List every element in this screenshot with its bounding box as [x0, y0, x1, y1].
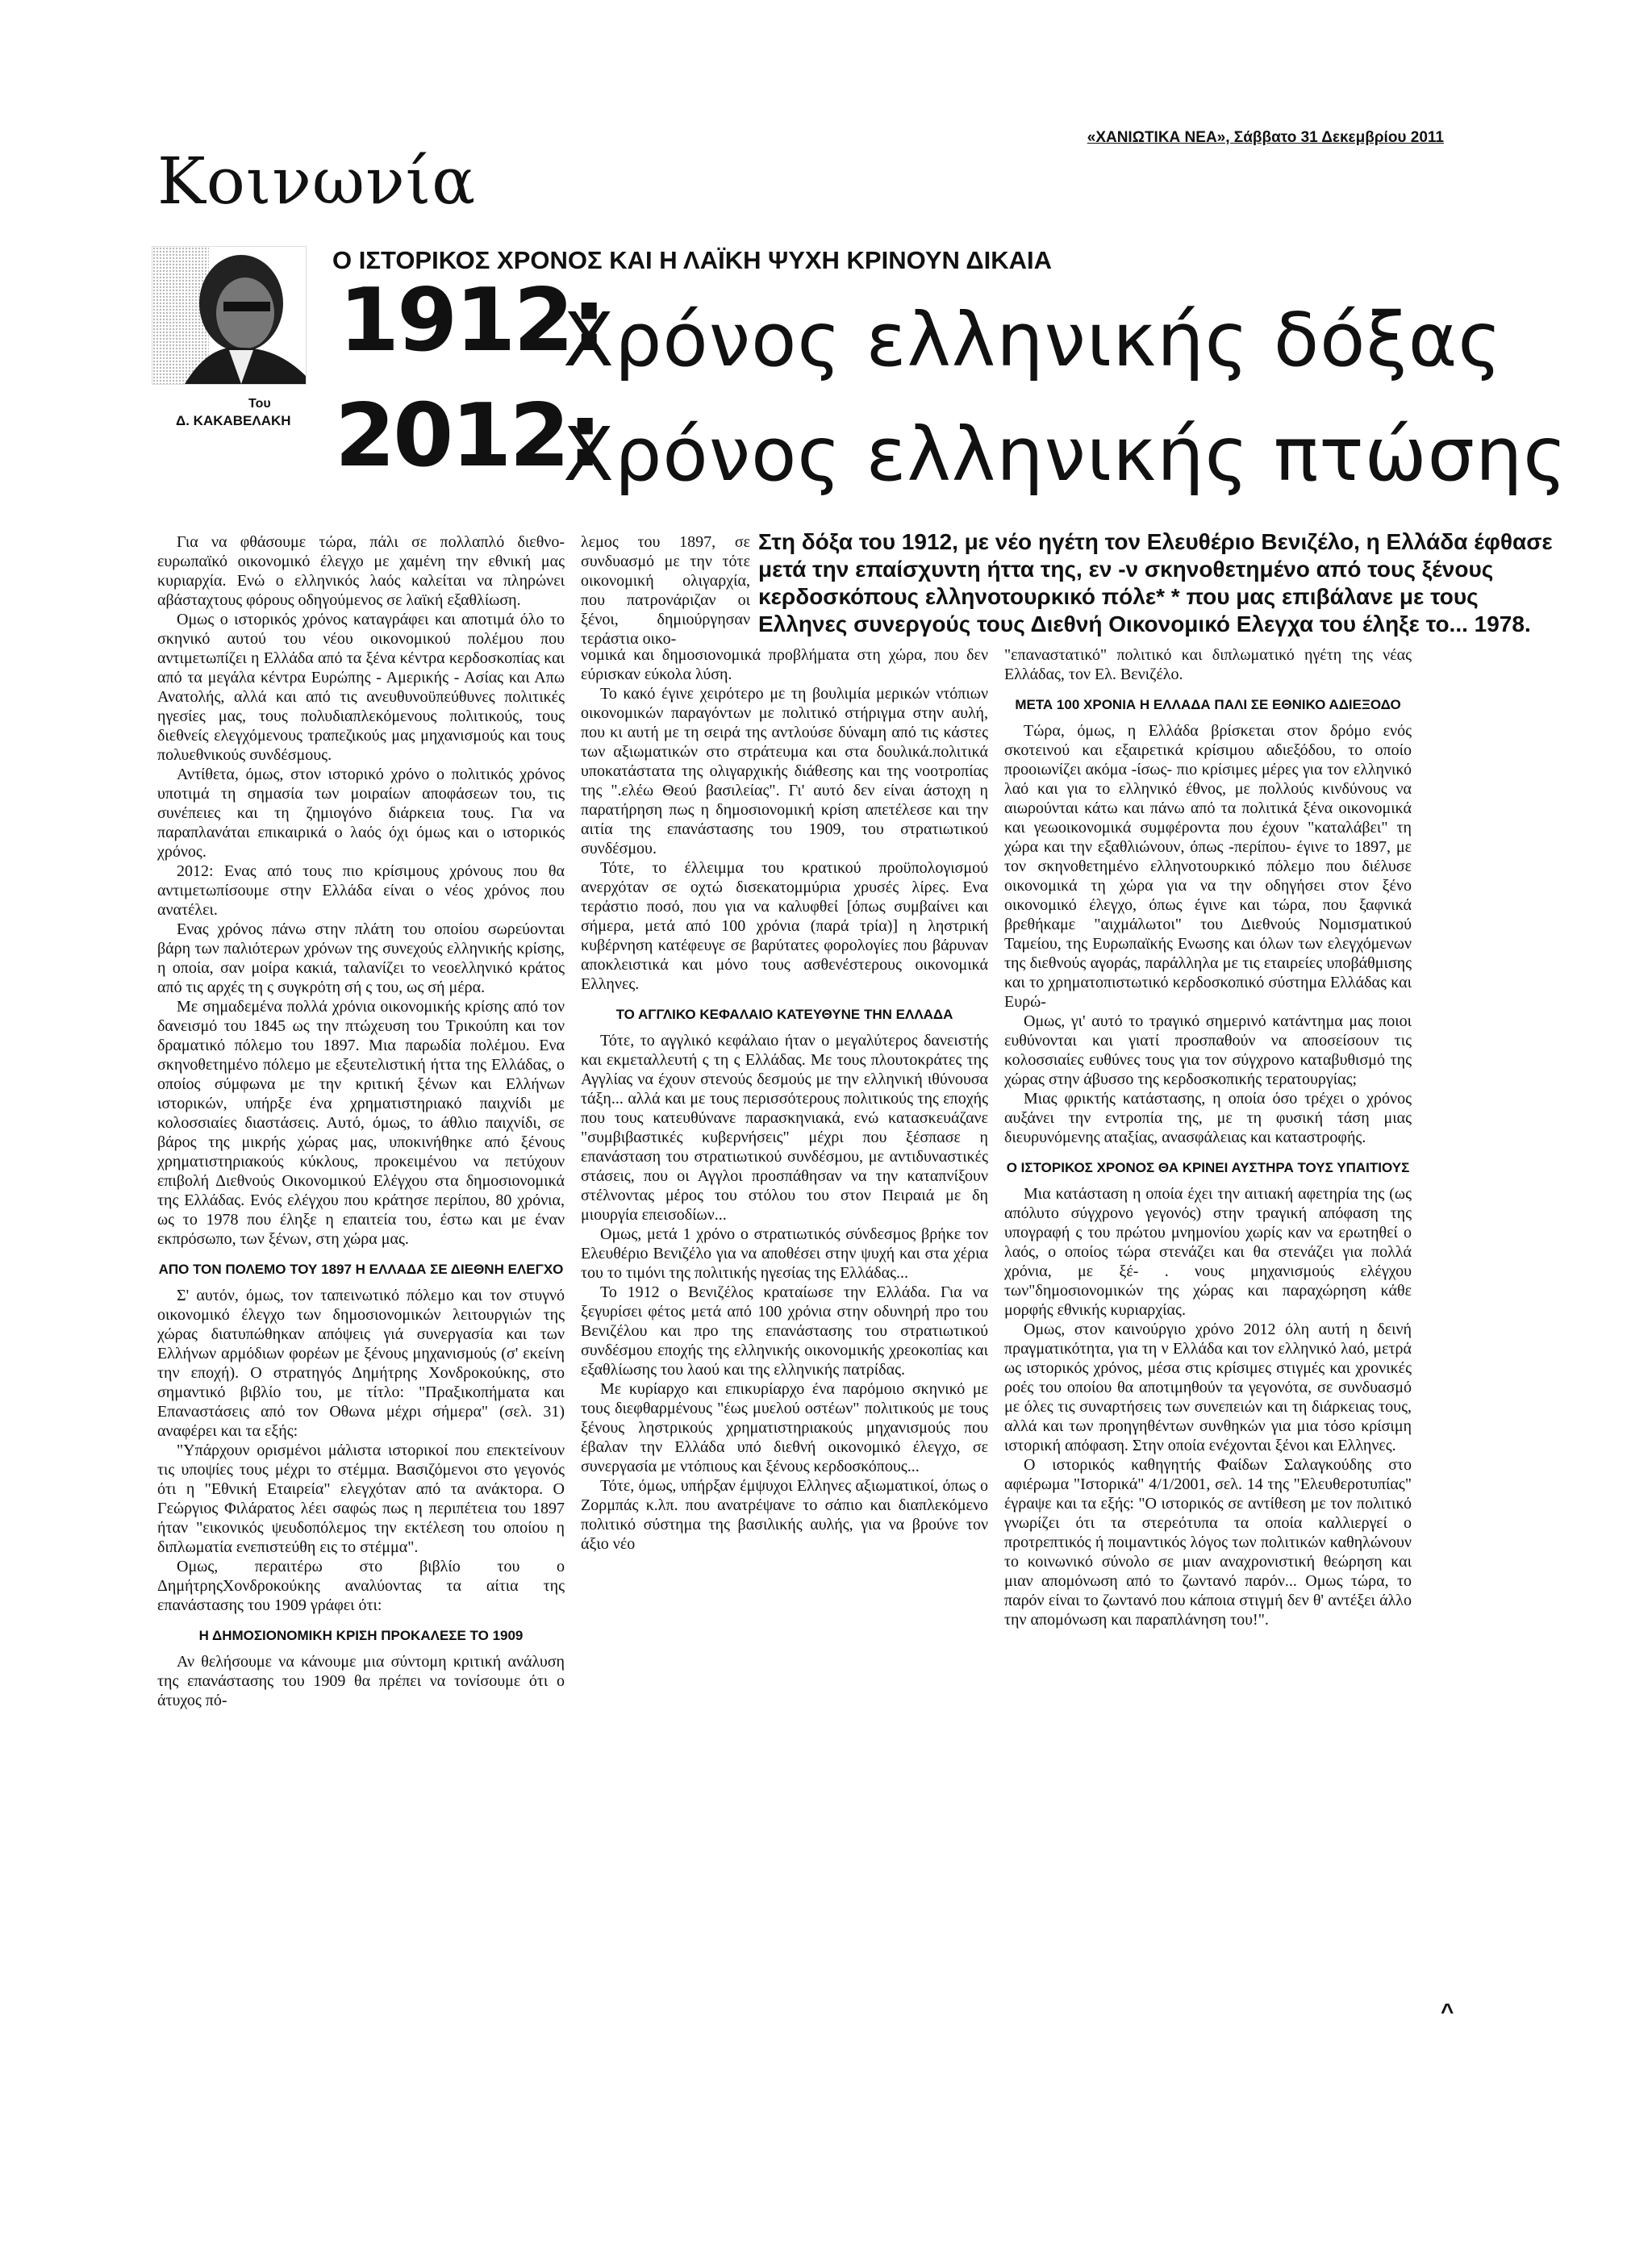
- headline-year-2012: 2012:: [335, 386, 600, 486]
- paragraph: Το κακό έγινε χειρότερο με τη βουλιμία μερικών ντόπιων οικονομικών παραγόντων με πολιτικό στήριγμα στην αυλή, που κι αυτή με τη σειρά της αντλούσε δύναμη από τις κάστες των αξιωματικών στο στράτευμα και στα δουλικά.πολιτικά υποκατάστατα της ολιγαρχικής διάθεσης και της νοοτροπίας της ".ελέω Θεού βασιλείας". Γι' αυτό δεν είναι άστοχη η παρατήρηση πως η δημοσιονομική κρίση απετέλεσε και την αιτία της επανάστασης του 1909, του στρατιωτικού συνδέσμου.: [581, 685, 988, 858]
- paragraph: Ομως, στον καινούργιο χρόνο 2012 όλη αυτή η δεινή πραγματικότητα, για τη ν Ελλάδα και τον ελληνικό λαό, μετρά ως ιστορικός χρόνος, μέσα στις κρίσιμες στιγμές και χρονικές ροές του οποίου θα αποτιμηθούν τα γεγονότα, σε συνδυασμό με όλες τις συναρτήσεις των συνεπειών και τη διάρκειας τους, αλλά και των προηγηθέντων συνθηκών για μια τόσο κρίσιμη ιστορική απόφαση. Στην οποία ενέχονται ξένοι και Ελληνες.: [1004, 1321, 1412, 1454]
- author-photo: [152, 246, 307, 385]
- paragraph: Τώρα, όμως, η Ελλάδα βρίσκεται στον δρόμο ενός σκοτεινού και εξαιρετικά κρίσιμου αδιεξόδου, το οποίο προοιωνίζει ακόμα -ίσως- πιο κρίσιμες μέρες για τον ελληνικό λαό και για το ελληνικό έθνος, με πολλούς κινδύνους να αιωρούνται κάτω και πάνω από τα πολιτικά ξένα οικονομικά και γεωοικονομικά συμφέροντα που έχουν "καταλάβει" τη χώρα και την εξαθλιώνουν, όπως -περίπου- έγινε το 1897, με τον σκηνοθετημένο ελληνοτουρκικό πόλεμο που διέλυσε οικονομικά τη χώρα για να την οδηγήσει στον ξένο οικονομικό έλεγχο, όπως έγινε και τώρα, που ξαφνικά βρεθήκαμε "αιχμάλωτοι" του Διεθνούς Νομισματικού Ταμείου, της Ευρωπαϊκής Ενωσης και όλων των ελεγχόμενων της διεθνούς αγοράς, παράλληλα με τις εταιρείες υποβάθμισης και το χρηματοπιστωτικό κερδοσκοπικό σύστημα Ελλάδας και Ευρώ-: [1004, 722, 1412, 1011]
- paragraph: Αν θελήσουμε να κάνουμε μια σύντομη κριτική ανάλυση της επανάστασης του 1909 θα πρέπει να τονίσουμε ότι ο άτυχος πό-: [157, 1653, 565, 1709]
- section-title: Κοινωνία: [157, 144, 477, 219]
- article-deck: Στη δόξα του 1912, με νέο ηγέτη τον Ελευθέριο Βενιζέλο, η Ελλάδα έφθασε μετά την επαίσχυντη ήττα της, εν -ν σκηνοθετημένο από τους ξένους κερδοσκόπους ελληνοτουρκικό πόλε* * που μας επιβάλανε με τους Ελληνες συνεργούς τους Διεθνή Οικονομικό Ελεγχα του έληξε το... 1978.: [758, 529, 1553, 636]
- author-portrait-icon: [152, 247, 306, 384]
- byline-prefix: Του: [248, 397, 271, 411]
- paragraph: Μια κατάσταση η οποία έχει την αιτιακή αφετηρία της (ως απόλυτο σύγχρονο γεγονός) στην τραγική απόφαση της υπογραφή ς του πρώτου μνημονίου χωρίς καν να ερωτηθεί ο λαός, ο οποίος τώρα στενάζει και θα στενάζει για πολλά χρόνια, με ξέ- . νους μηχανισμούς ελέγχου των"δημοσιονομικών της χώρας και παραχώρηση κάθε μορφής εθνικής κυριαρχίας.: [1004, 1185, 1412, 1319]
- paragraph: Τότε, το έλλειμμα του κρατικού προϋπολογισμού ανερχόταν σε οχτώ δισεκατομμύρια χρυσές λίρες. Ενα τεράστιο ποσό, που για να καλυφθεί [όπως συμβαίνει και σήμερα, μετά από 100 χρόνια (παρά τρία)] η ληστρική κυβέρνηση κατέφευγε σε βαρύτατες φορολογίες που βάρυναν αποκλειστικά και μόνο τους ασθενέστερους οικονομικά Ελληνες.: [581, 859, 988, 993]
- headline-line-1: Χρόνος ελληνικής δόξας: [563, 297, 1503, 383]
- paragraph: Ομως, μετά 1 χρόνο ο στρατιωτικός σύνδεσμος βρήκε τον Ελευθέριο Βενιζέλο για να αποθέσει στην ψυχή και στα χέρια του το τιμόνι της πολιτικής ηγεσίας της Ελλάδας...: [581, 1225, 988, 1282]
- paragraph: Ομως ο ιστορικός χρόνος καταγράφει και αποτιμά όλο το σκηνικό αυτού του νέου οικονομικού πολέμου που αντιμετωπίζει η Ελλάδα από τα ξένα κέντρα κερδοσκοπίας και από τα μεγάλα κέντρα Ευρώπης - Αμερικής - Ασίας και Απω Ανατολής, αλλά και από τις ανευθυνοϋπεύθυνες πολιτικές ηγεσίες μας, τους πολυδιαπλεκόμενους πολιτικούς, τους διεθνείς ελεγχόμενους τραπεζικούς μας μηχανισμούς και τους πολυεθνικούς συνδέσμους.: [157, 611, 565, 764]
- subheading: ΤΟ ΑΓΓΛΙΚΟ ΚΕΦΑΛΑΙΟ ΚΑΤΕΥΘΥΝΕ ΤΗΝ ΕΛΛΑΔΑ: [615, 1007, 953, 1022]
- byline-author: Δ. ΚΑΚΑΒΕΛΑΚΗ: [176, 413, 291, 428]
- paragraph: Ενας χρόνος πάνω στην πλάτη του οποίου σωρεύονται βάρη των παλιότερων χρόνων της συνεχούς ελληνικής κρίσης, η οποία, σαν μοίρα κακιά, ταλανίζει το νεοελληνικό κράτος από τις αρχές τη ς συγκρότη σή ς του, ως σή μέρα.: [157, 920, 565, 996]
- headline-year-1912: 1912:: [339, 270, 604, 371]
- paragraph: νομικά και δημοσιονομικά προβλήματα στη χώρα, που δεν εύρισκαν εύκολα λύση.: [581, 646, 988, 683]
- paragraph: Μιας φρικτής κατάστασης, η οποία όσο τρέχει ο χρόνος αυξάνει την εντροπία της, με τη φυσική τάση μιας διευρυνόμενης αταξίας, ανασφάλειας και καταστροφής.: [1004, 1090, 1412, 1146]
- paragraph: Σ' αυτόν, όμως, τον ταπεινωτικό πόλεμο και τον στυγνό οικονομικό έλεγχο των δημοσιονομικών λειτουργιών της χώρας διατυπώθηκαν απόψεις γιά συνεργασία και των Ελλήνων αρμόδιων φορέων με ξένους μηχανισμούς (σ' εκείνη την εποχή). Ο στρατηγός Δημήτρης Χονδροκούκης, στο σημαντικό βιβλίο του, με τίτλο: "Πραξικοπήματα και Επαναστάσεις από τον Οθωνα μέχρι σήμερα" (σελ. 31) αναφέρει και τα εξής:: [157, 1287, 565, 1440]
- paragraph: Αντίθετα, όμως, στον ιστορικό χρόνο ο πολιτικός χρόνος υποτιμά τη σημασία των μοιραίων αποφάσεων του, τις συνέπειες και τη ζημιογόνο διάρκεια τους. Για να παραπλανάται επικαιρικά ο λαός όχι όμως και ο ιστορικός χρόνος.: [157, 766, 565, 861]
- paragraph: "επαναστατικό" πολιτικό και διπλωματικό ηγέτη της νέας Ελλάδας, τον Ελ. Βενιζέλο.: [1004, 646, 1412, 683]
- article-kicker: Ο ΙΣΤΟΡΙΚΟΣ ΧΡΟΝΟΣ ΚΑΙ Η ΛΑΪΚΗ ΨΥΧΗ ΚΡΙΝΟΥΝ ΔΙΚΑΙΑ: [332, 246, 1053, 274]
- paragraph: Τότε, το αγγλικό κεφάλαιο ήταν ο μεγαλύτερος δανειστής και εκμεταλλευτή ς τη ς Ελλάδας. Με τους πλουτοκράτες της Αγγλίας να έχουν στενούς δεσμούς με την ελληνική ιθύνουσα τάξη... αλλά και με τους περισσότερους πολιτικούς της εποχής που τους κατευθύνανε παρασκηνιακά, ενώ κατασκευάζανε "συμβιβαστικές κυβερνήσεις" μέχρι που ξέσπασε η επανάσταση του στρατιωτικού συνδέσμου, με αντιδυναστικές στάσεις, που οι Αγγλοι προσπάθησαν να την καταπνίξουν στέλνοντας μέρος του στόλου του στον Πειραιά με δη μιουργία επεισοδίων...: [581, 1032, 988, 1224]
- subheading: ΜΕΤΑ 100 ΧΡΟΝΙΑ Η ΕΛΛΑΔΑ ΠΑΛΙ ΣΕ ΕΘΝΙΚΟ ΑΔΙΕΞΟΔΟ: [1015, 697, 1401, 712]
- subheading: Η ΔΗΜΟΣΙΟΝΟΜΙΚΗ ΚΡΙΣΗ ΠΡΟΚΑΛΕΣΕ ΤΟ 1909: [198, 1628, 524, 1643]
- article-column-2: [581, 645, 988, 1554]
- headline-line-2: Χρόνος ελληνικής πτώσης: [563, 411, 1568, 498]
- article-column-3: [1004, 645, 1412, 1630]
- paragraph: Για να φθάσουμε τώρα, πάλι σε πολλαπλό διεθνο-ευρωπαϊκό οικονομικό έλεγχο με χαμένη την εθνική μας κυριαρχία. Ενώ ο ελληνικός λαός καλείται να πληρώνει αβάσταχτους φόρους οδηγούμενος σε λαϊκή εξαθλίωση.: [157, 533, 565, 609]
- paragraph: Ομως, περαιτέρω στο βιβλίο του ο ΔημήτρηςΧονδροκούκης αναλύοντας τα αίτια της επανάστασης του 1909 γράφει ότι:: [157, 1558, 565, 1614]
- paragraph: Το 1912 ο Βενιζέλος κραταίωσε την Ελλάδα. Για να ξεγυρίσει φέτος μετά από 100 χρόνια στην οδυνηρή προ του Βενιζέλου και προ της επανάστασης του στρατιωτικού συνδέσμου εποχής της ελληνικής οικονομικής χρεοκοπίας και εξαθλίωσης του λαού και της ελληνικής πατρίδας.: [581, 1283, 988, 1379]
- caret-mark: ^: [1441, 1999, 1454, 2024]
- article-column-1: [157, 532, 565, 1710]
- paragraph: 2012: Ενας από τους πιο κρίσιμους χρόνους που θα αντιμετωπίσουμε στην Ελλάδα είναι ο νέος χρόνος που ανατέλει.: [157, 862, 565, 919]
- paragraph: λεμος του 1897, σε συνδυασμό με την τότε οικονομική ολιγαρχία, που πατρονάριζαν οι ξένοι, δημιούργησαν τεράστια οικο-: [581, 533, 750, 648]
- dateline: «ΧΑΝΙΩΤΙΚΑ ΝΕΑ», Σάββατο 31 Δεκεμβρίου 2011: [1087, 129, 1444, 146]
- subheading: ΑΠΟ ΤΟΝ ΠΟΛΕΜΟ ΤΟΥ 1897 Η ΕΛΛΑΔΑ ΣΕ ΔΙΕΘΝΗ ΕΛΕΓΧΟ: [158, 1262, 564, 1277]
- subheading: Ο ΙΣΤΟΡΙΚΟΣ ΧΡΟΝΟΣ ΘΑ ΚΡΙΝΕΙ ΑΥΣΤΗΡΑ ΤΟΥΣ ΥΠΑΙΤΙΟΥΣ: [1006, 1160, 1410, 1175]
- paragraph: Με κυρίαρχο και επικυρίαρχο ένα παρόμοιο σκηνικό με τους διεφθαρμένους "έως μυελού οστέων" πολιτικούς με τους ξένους ληστρικούς χρηματιστηριακούς μηχανισμούς που έβαλαν την Ελλάδα υπό διεθνή οικονομικό έλεγχο, σε συνεργασία με ντόπιους και ξένους κερδοσκόπους...: [581, 1380, 988, 1475]
- paragraph: "Υπάρχουν ορισμένοι μάλιστα ιστορικοί που επεκτείνουν τις υποψίες τους μέχρι το στέμμα. Βασιζόμενοι στο γεγονός ότι η "Εθνική Εταιρεία" ελεγχόταν από τα ανάκτορα. Ο Γεώργιος Φιλάρατος λέει σαφώς πως η περιπέτεια του 1897 ήταν "εικονικός ψευδοπόλεμος την εκτέλεση του οποίου η διπλωματία ενεπιστεύθη εις το στέμμα".: [157, 1442, 565, 1556]
- article-column-2-intro: [581, 532, 750, 649]
- paragraph: Ο ιστορικός καθηγητής Φαίδων Σαλαγκούδης στο αφιέρωμα "Ιστορικά" 4/1/2001, σελ. 14 της "Ελευθεροτυπίας" έγραψε και τα εξής: "Ο ιστορικός σε αντίθεση με τον πολιτικό γνωρίζει ότι τα στερεότυπα τα οποία καλλιεργεί ο προτρεπτικός ή ποιμαντικός λόγος των πολιτικών καθηλώνουν το κοινωνικό σύνολο σε μιαν αναχρονιστική θεώρηση και μιαν απομόνωση από το ζωντανό παρόν... Ομως τώρα, το παρόν είναι το ζωντανό που κάποια στιγμή δεν θ' αντέξει άλλο την απομόνωση και παραπλάνηση του!".: [1004, 1456, 1412, 1629]
- paragraph: Τότε, όμως, υπήρξαν έμψυχοι Ελληνες αξιωματικοί, όπως ο Ζορμπάς κ.λπ. που ανατρέψανε το σάπιο και διαπλεκόμενο πολιτικό σύστημα της βασιλικής αυλής, για να βρούνε τον άξιο νέο: [581, 1477, 988, 1553]
- paragraph: Με σημαδεμένα πολλά χρόνια οικονομικής κρίσης από τον δανεισμό του 1845 ως την πτώχευση του Τρικούπη και τον δραματικό πόλεμο του 1897. Μια παρωδία πολέμου. Ενα σκηνοθετημένο πόλεμο με εξευτελιστική ήττα της Ελλάδας, ο οποίος σύμφωνα με την κριτική ξένων και Ελλήνων ιστορικών, υπήρξε ένα χρηματιστηριακό παιχνίδι με κολοσσιαίες διαστάσεις. Αυτό, όμως, το άθλιο παιχνίδι, σε βάρος της μικρής χώρας μας, υποκινήθηκε από ξένους χρηματιστηριακούς κύκλους, προκειμένου να πετύχουν επιβολή Διεθνούς Οικονομικού Ελέγχου στα δημοσιονομικά της Ελλάδας. Ενός ελέγχου που κράτησε περίπου, 80 χρόνια, ως το 1978 που έληξε η επαιτεία του, έστω και με έναν εκπρόσωπο, των ξένων, στη χώρα μας.: [157, 998, 565, 1248]
- paragraph: Ομως, γι' αυτό το τραγικό σημερινό κατάντημα μας ποιοι ευθύνονται και γιατί προσπαθούν να αποσείσουν τις κολοσσιαίες ευθύνες τους για τον σύγχρονο καταβυθισμό της χώρας στην άβυσσο της κερδοσκοπικής τερατουργίας;: [1004, 1012, 1412, 1088]
